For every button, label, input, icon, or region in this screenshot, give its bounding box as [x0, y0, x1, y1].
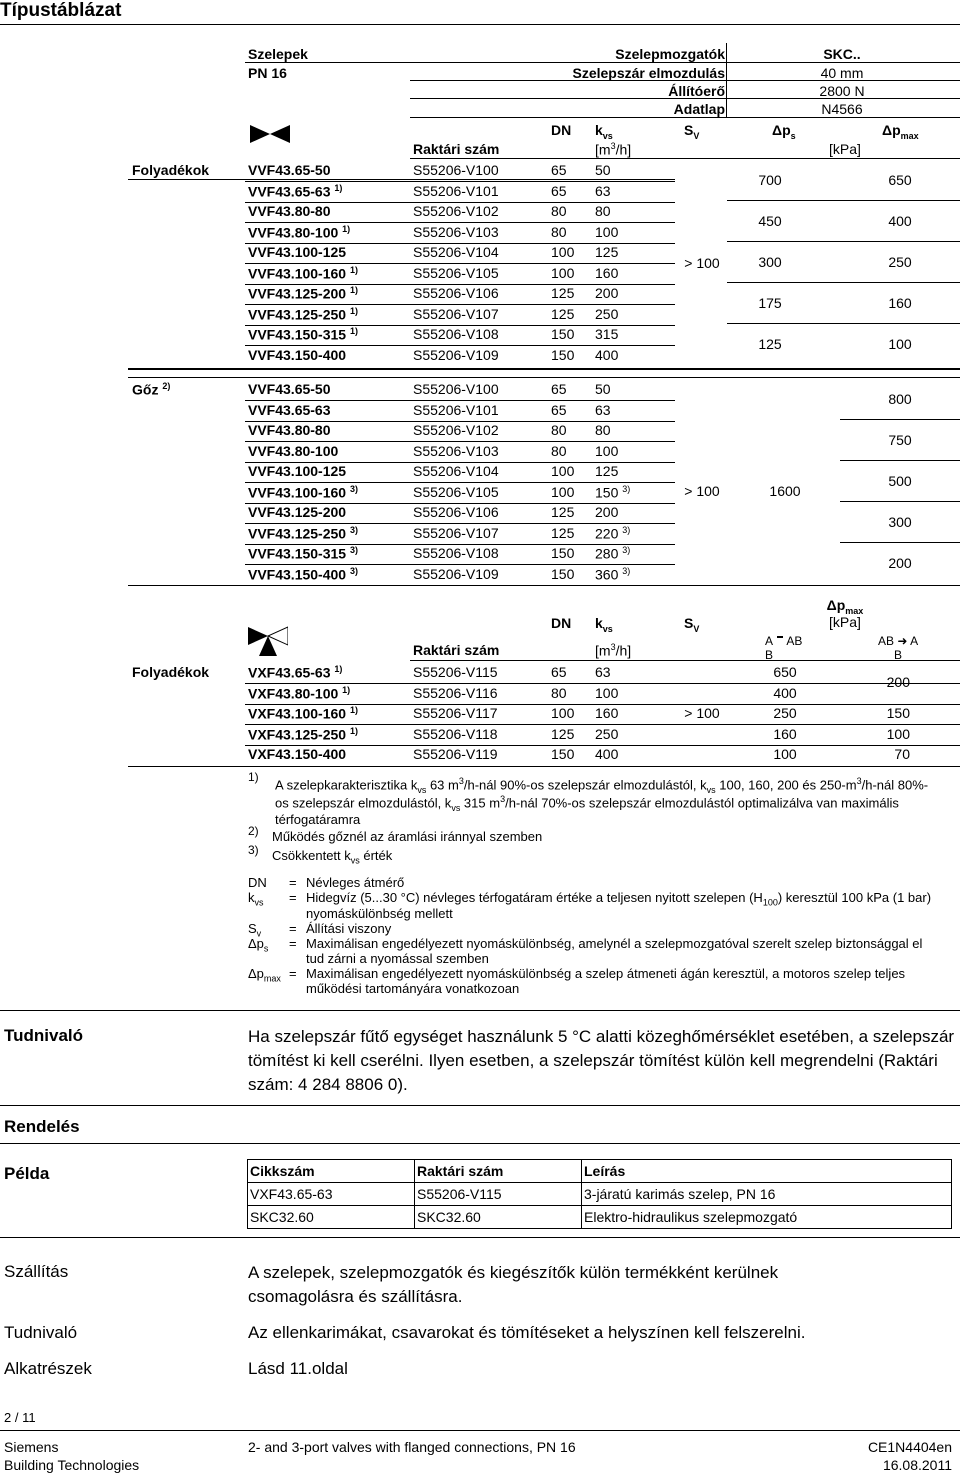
kvs-value: 50: [595, 381, 611, 397]
t2-sv: > 100: [684, 705, 720, 721]
row-rule: [840, 419, 960, 420]
header-kvs: [595, 122, 613, 141]
valve-type: VXF43.65-63 $^{1)}$: [248, 664, 343, 681]
footnote-2-text: Működés gőznél az áramlási iránnyal szemben: [272, 829, 543, 844]
kvs-value: 400: [595, 346, 619, 363]
stock-number: S55206-V102: [413, 203, 499, 219]
rule: [245, 62, 960, 63]
flow2-a: A: [910, 634, 919, 648]
valve-type: VVF43.80-100 $^{1)}$: [248, 223, 351, 241]
kvs-value: 220 $^{3)}$: [595, 524, 631, 542]
t2-header-pmax: [800, 597, 890, 616]
dn-value: 100: [551, 244, 575, 260]
pmax-value: 500: [888, 473, 912, 489]
t2-sv-sub: V: [693, 623, 700, 634]
pmax-ab-value: 100: [773, 746, 797, 762]
legend-symbol: $k_{vs}$: [248, 890, 264, 908]
steam-label: [132, 381, 170, 398]
stock-number: S55206-V104: [413, 463, 499, 479]
steam-label-text: Gőz: [132, 381, 159, 398]
rule: [0, 1237, 960, 1238]
two-way-valve-icon: [250, 125, 290, 143]
footnote-1-line2: os szelepszár elmozdulástól, $k_{vs}$ 315 $m^3/h$-nál 70%-os szelepszár elmozdulástól optimalizálva van maximális: [275, 794, 899, 813]
order-label: Rendelés: [4, 1117, 80, 1136]
t2-kvs-label: k: [595, 615, 603, 631]
header-skc-force: 2800 N: [819, 83, 865, 99]
kvs-value: 150 $^{3)}$: [595, 483, 631, 501]
legend-text: Névleges átmérő: [306, 875, 405, 890]
kvs-value: 125: [595, 244, 619, 260]
valve-type: VVF43.125-250 $^{3)}$: [248, 524, 358, 542]
footnote-1-line1: A szelepkarakterisztika $k_{vs}$ 63 $m^3/h$-nál 90%-os szelepszár elmozdulástól, $k_{vs}$ 100, 160, 200 és $250-m^3/h$-nál 80%-: [275, 776, 929, 795]
pmax-ab-value: 400: [773, 684, 797, 701]
t2-unit-b: /h]: [615, 642, 632, 659]
sv-label: S: [684, 122, 694, 138]
legend-symbol: $\Delta p_{max}$: [248, 966, 281, 984]
parts-text: Lásd 11.oldal: [248, 1359, 348, 1378]
stock-number: S55206-V116: [413, 684, 498, 701]
page-number: 2 / 11: [4, 1410, 36, 1425]
stock-number: S55206-V100: [413, 381, 499, 397]
stock-number: S55206-V109: [413, 346, 499, 363]
dn-value: 100: [551, 463, 575, 479]
pmax-ba-value: 70: [894, 746, 910, 762]
header-pn: PN 16: [248, 65, 287, 81]
header-dn: DN: [551, 122, 572, 138]
footer-date: 16.08.2011: [882, 1457, 952, 1473]
stock-number: S55206-V104: [413, 244, 499, 260]
kvs-value: 100: [595, 684, 619, 701]
legend-text: Maximálisan engedélyezett nyomáskülönbség, amelynél a szelepmozgatóval szerelt szelep biztonsággal el: [306, 936, 923, 951]
header-kvs-unit: [595, 141, 631, 158]
legend-text: Hidegvíz (5...30 °C) névleges térfogatáram értéke a teljesen nyitott szelepen $(H_{100})$ keresztül 100 kPa (1 bar): [306, 890, 932, 908]
pmax-value: 160: [888, 295, 912, 311]
header-sv: [684, 122, 699, 141]
t2-kvs-sub: vs: [602, 623, 613, 634]
flow1-a: A: [765, 634, 773, 648]
stock-number: S55206-V106: [413, 504, 499, 520]
valve-type: VVF43.150-315 $^{3)}$: [248, 545, 358, 562]
stock-number: S55206-V102: [413, 422, 499, 438]
rule: [128, 766, 960, 767]
legend-text: Maximálisan engedélyezett nyomáskülönbség a szelep átmeneti ágán keresztül, a motoros szelep teljes: [306, 966, 906, 981]
stock-number: S55206-V115: [413, 664, 498, 680]
valve-type: VXF43.80-100 $^{1)}$: [248, 684, 351, 702]
liquids-sv: > 100: [684, 255, 720, 271]
t2-unit-sup: 3: [610, 642, 616, 652]
legend-equals: =: [289, 966, 297, 981]
stock-number: S55206-V105: [413, 483, 499, 500]
kvs-value: 63: [595, 664, 611, 680]
header-skc-datasheet: N4566: [821, 101, 863, 117]
t2-unit-a: [m: [595, 642, 611, 659]
header-valves: Szelepek: [248, 46, 308, 62]
valve-type: VVF43.65-63 $^{1)}$: [248, 182, 343, 200]
dn-value: 125: [551, 504, 575, 520]
rule: [410, 158, 960, 159]
flow1-ab: AB: [786, 634, 803, 648]
footer-company-2: Building Technologies: [4, 1457, 140, 1473]
pmax-value: 750: [888, 432, 912, 448]
rule: [128, 585, 960, 586]
header-ps: [772, 122, 796, 141]
rule: [0, 1010, 960, 1011]
valve-type: VVF43.65-63: [248, 401, 331, 418]
header-stock: Raktári szám: [413, 141, 500, 157]
flow-arrow-icon: ➜: [897, 634, 908, 648]
row-rule: [727, 200, 960, 201]
dn-value: 65: [551, 381, 567, 397]
legend-equals: =: [289, 921, 297, 936]
dn-value: 65: [551, 162, 567, 178]
rule: [410, 117, 960, 118]
unit-sup: 3: [610, 141, 616, 151]
kvs-value: 100: [595, 442, 619, 459]
dn-value: 150: [551, 326, 575, 342]
pmax-value: 250: [888, 254, 912, 270]
header-kpa: [kPa]: [829, 141, 861, 157]
stock-number: S55206-V109: [413, 565, 499, 582]
t2-liquids-label: Folyadékok: [132, 664, 210, 680]
kvs-value: 160: [595, 264, 619, 281]
steam-sup: 2): [162, 381, 171, 391]
valve-type: VVF43.150-400: [248, 346, 347, 363]
row-rule: [727, 241, 960, 242]
dn-value: 150: [551, 565, 575, 582]
row-rule: [840, 501, 960, 502]
flow-tee-icon: [777, 636, 783, 645]
kvs-value: 63: [595, 401, 611, 418]
header-datasheet: Adatlap: [673, 101, 725, 117]
note-label: Tudnivaló: [4, 1026, 84, 1045]
unit-b: /h]: [615, 141, 632, 158]
stock-number: S55206-V103: [413, 223, 499, 240]
kvs-value: 400: [595, 746, 619, 762]
kvs-value: 50: [595, 162, 611, 178]
flow2-b: B: [894, 648, 903, 662]
stock-number: S55206-V106: [413, 285, 499, 301]
valve-type: VVF43.80-80: [248, 422, 331, 438]
header-skc-stroke: 40 mm: [820, 65, 864, 81]
footnote-3-text: Csökkentett $k_{vs}$ érték: [272, 848, 393, 866]
pmax-value: 400: [888, 213, 912, 229]
ps-value: 300: [758, 254, 782, 270]
kvs-value: 200: [595, 285, 619, 301]
rule: [128, 179, 675, 180]
pmax-ab-value: 650: [773, 664, 797, 680]
kvs-label: k: [595, 122, 603, 138]
flow-diagram-2: [878, 634, 918, 662]
ps-value: 700: [758, 172, 782, 188]
stock-number: S55206-V101: [413, 182, 499, 199]
valve-type: VXF43.125-250 $^{1)}$: [248, 725, 358, 743]
footnote-1-mark: 1): [248, 770, 259, 784]
dn-value: 125: [551, 524, 575, 541]
delivery-text: A szelepek, szelepmozgatók és kiegészítők külön termékként kerülnek csomagolásra és szállításra.: [248, 1263, 779, 1306]
t2-header-dn: DN: [551, 615, 572, 631]
legend-equals: =: [289, 875, 297, 890]
pmax-ba-value: 100: [886, 725, 910, 742]
ps-value: 125: [758, 336, 782, 352]
legend-equals: =: [289, 936, 297, 951]
dn-value: 125: [551, 305, 575, 322]
order-table: [247, 1159, 952, 1229]
legend-equals: =: [289, 890, 297, 905]
rule: [128, 368, 960, 370]
pmax-value: 100: [888, 336, 912, 352]
stock-number: S55206-V105: [413, 264, 499, 281]
order-cell: SKC32.60: [248, 1206, 415, 1229]
legend-text: tud zárni a nyomással szemben: [306, 951, 489, 966]
legend-symbol: $\Delta p_s$: [248, 936, 269, 954]
t2-header-sv: [684, 615, 699, 634]
row-rule: [727, 323, 960, 324]
dn-value: 80: [551, 223, 567, 240]
ps-sub: s: [790, 130, 796, 141]
note2-text: Az ellenkarimákat, csavarokat és tömítéseket a helyszínen kell felszerelni.: [248, 1323, 806, 1342]
t2-header-kpa: [kPa]: [829, 614, 861, 630]
kvs-value: 250: [595, 305, 619, 322]
flow1-b: B: [765, 648, 774, 662]
dn-value: 100: [551, 264, 575, 281]
valve-type: VVF43.65-50: [248, 162, 331, 178]
t2-pmax-sub: max: [845, 605, 864, 616]
stock-number: S55206-V108: [413, 545, 499, 561]
stock-number: S55206-V108: [413, 326, 499, 342]
kvs-value: 63: [595, 182, 611, 199]
stock-number: S55206-V100: [413, 162, 499, 178]
note2-label: Tudnivaló: [4, 1323, 78, 1342]
valve-type: VVF43.100-160 $^{1)}$: [248, 264, 358, 282]
rule: [0, 1105, 960, 1106]
valve-type: VVF43.150-400 $^{3)}$: [248, 565, 358, 583]
kvs-value: 280 $^{3)}$: [595, 545, 631, 562]
stock-number: S55206-V107: [413, 305, 499, 322]
row-rule: [727, 282, 960, 283]
t2-sv-label: S: [684, 615, 694, 631]
ps-label: Δp: [772, 122, 791, 138]
t2-header-kvs: [595, 615, 613, 634]
stock-number: S55206-V103: [413, 442, 499, 459]
kvs-value: 125: [595, 463, 619, 479]
stock-number: S55206-V117: [413, 705, 498, 721]
valve-type: VVF43.80-80: [248, 203, 331, 219]
header-pmax: [882, 122, 919, 141]
order-col-stock: Raktári szám: [415, 1160, 582, 1183]
valve-type: VVF43.150-315 $^{1)}$: [248, 326, 358, 343]
table-row: [248, 1206, 952, 1229]
rule: [410, 80, 960, 81]
valve-type: VVF43.80-100: [248, 442, 339, 459]
legend-symbol: $S_v$: [248, 921, 262, 939]
ps-value: 175: [758, 295, 782, 311]
dn-value: 80: [551, 422, 567, 438]
dn-value: 80: [551, 442, 567, 459]
dn-value: 65: [551, 182, 567, 199]
pmax-value: 800: [888, 391, 912, 407]
legend-text: működési tartományára vonatkozoan: [306, 981, 520, 996]
dn-value: 100: [551, 483, 575, 500]
order-cell: 3-járatú karimás szelep, PN 16: [582, 1183, 952, 1206]
valve-type: VVF43.100-160 $^{3)}$: [248, 483, 358, 501]
footer-doc-code: CE1N4404en: [867, 1439, 952, 1455]
pmax-ba-value: 150: [886, 705, 910, 721]
t2-pmax-label: Δp: [826, 597, 846, 613]
order-cell: VXF43.65-63: [248, 1183, 415, 1206]
kvs-value: 200: [595, 504, 619, 520]
valve-type: VVF43.100-125: [248, 463, 347, 479]
three-way-valve-icon: [248, 622, 288, 656]
order-cell: Elektro-hidraulikus szelepmozgató: [582, 1206, 952, 1229]
footer-company-1: Siemens: [4, 1439, 59, 1455]
kvs-value: 360 $^{3)}$: [595, 565, 631, 583]
valve-type: VVF43.125-200: [248, 504, 347, 520]
kvs-value: 100: [595, 223, 619, 240]
example-label: Példa: [4, 1164, 50, 1183]
dn-value: 65: [551, 401, 567, 418]
header-actuators: Szelepmozgatók: [615, 46, 725, 62]
stock-number: S55206-V101: [413, 401, 499, 418]
rule: [410, 98, 960, 99]
steam-sv: > 100: [684, 483, 720, 499]
dn-value: 150: [551, 346, 575, 363]
stock-number: S55206-V119: [413, 746, 498, 762]
steam-ps: 1600: [769, 483, 801, 499]
footnote-1-line3: térfogatáramra: [275, 812, 361, 827]
ps-value: 450: [758, 213, 782, 229]
valve-type: VVF43.125-200 $^{1)}$: [248, 285, 358, 302]
order-col-desc: Leírás: [582, 1160, 952, 1183]
footnote-3-mark: 3): [248, 843, 259, 857]
legend-text: nyomáskülönbség mellett: [306, 906, 453, 921]
kvs-value: 250: [595, 725, 619, 742]
dn-value: 150: [551, 545, 575, 561]
kvs-value: 80: [595, 422, 611, 438]
pmax-ab-value: 160: [773, 725, 797, 742]
pmax-sub: max: [900, 130, 919, 141]
flow-diagram-1: [765, 634, 802, 662]
legend-text: Állítási viszony: [306, 921, 392, 936]
parts-label: Alkatrészek: [4, 1359, 92, 1378]
valve-type: VVF43.125-250 $^{1)}$: [248, 305, 358, 323]
header-stroke: Szelepszár elmozdulás: [572, 65, 725, 81]
t2-p2-merged: 200: [886, 674, 910, 690]
pmax-ab-value: 250: [773, 705, 797, 721]
flow2-ab: AB: [878, 634, 895, 648]
order-col-code: Cikkszám: [248, 1160, 415, 1183]
footnote-2-mark: 2): [248, 824, 259, 838]
pmax-value: 650: [888, 172, 912, 188]
pmax-label: Δp: [882, 122, 901, 138]
kvs-value: 315: [595, 326, 619, 342]
dn-value: 125: [551, 285, 575, 301]
dn-value: 80: [551, 684, 567, 701]
rule: [128, 377, 960, 378]
stock-number: S55206-V118: [413, 725, 498, 742]
footer-doc-title: 2- and 3-port valves with flanged connections, PN 16: [248, 1439, 576, 1455]
dn-value: 65: [551, 664, 567, 680]
title-rule: [0, 24, 960, 25]
sv-sub: V: [693, 130, 700, 141]
row-rule: [840, 460, 960, 461]
table-row: [248, 1183, 952, 1206]
valve-type: VVF43.65-50: [248, 381, 331, 397]
liquids-label: Folyadékok: [132, 162, 210, 178]
row-rule: [840, 542, 960, 543]
rule: [410, 660, 960, 661]
rule: [0, 1143, 960, 1144]
pmax-value: 200: [888, 555, 912, 571]
order-cell: S55206-V115: [415, 1183, 582, 1206]
legend-symbol: DN: [248, 875, 267, 890]
stock-number: S55206-V107: [413, 524, 499, 541]
header-skc: SKC..: [823, 46, 861, 62]
note-text: Ha szelepszár fűtő egységet használunk 5 °C alatti közeghőmérséklet esetében, a szelepszár tömítést ki kell cserélni. Ilyen esetben, a szelepszár tömítést külön kell megrendelni (Raktári szám: 4 284 8806 0).: [248, 1027, 955, 1094]
unit-a: [m: [595, 141, 611, 158]
valve-type: VXF43.100-160 $^{1)}$: [248, 705, 358, 722]
kvs-value: 160: [595, 705, 619, 721]
dn-value: 125: [551, 725, 575, 742]
order-cell: SKC32.60: [415, 1206, 582, 1229]
valve-type: VXF43.150-400: [248, 746, 347, 762]
page-title: Típustáblázat: [0, 0, 122, 21]
kvs-sub: vs: [602, 130, 613, 141]
rule: [0, 1430, 960, 1431]
order-header-row: [248, 1160, 952, 1183]
rule: [726, 43, 727, 118]
delivery-label: Szállítás: [4, 1262, 69, 1281]
pmax-value: 300: [888, 514, 912, 530]
t2-header-kvs-unit: [595, 642, 631, 659]
dn-value: 150: [551, 746, 575, 762]
t2-header-stock: Raktári szám: [413, 642, 500, 658]
valve-type: VVF43.100-125: [248, 244, 347, 260]
header-force: Állítóerő: [668, 83, 725, 99]
dn-value: 100: [551, 705, 575, 721]
kvs-value: 80: [595, 203, 611, 219]
dn-value: 80: [551, 203, 567, 219]
